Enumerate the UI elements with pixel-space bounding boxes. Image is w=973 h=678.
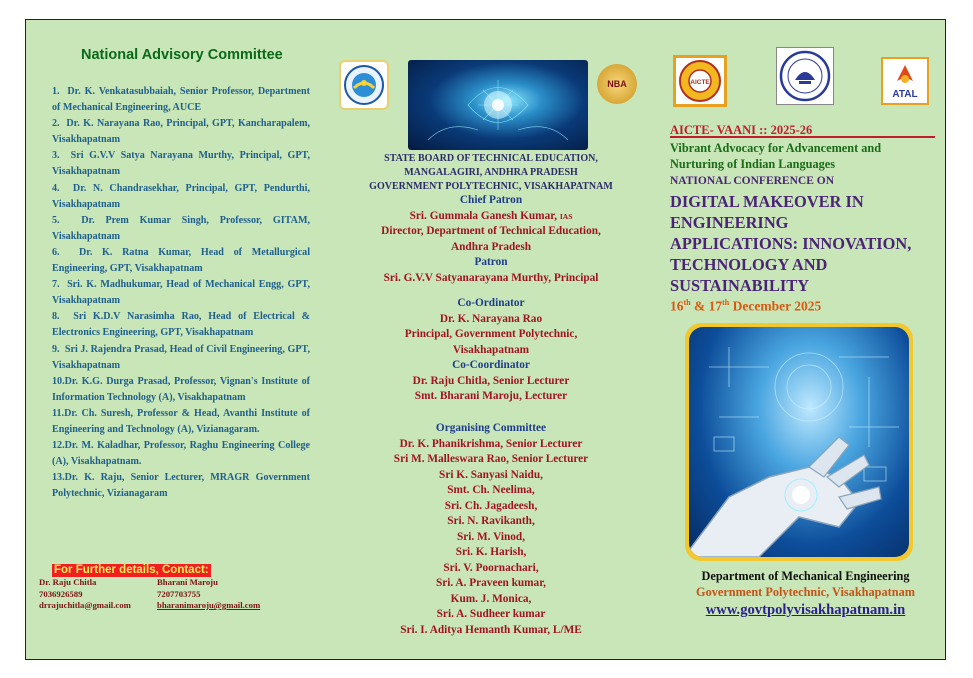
organising-member: Sri. M. Vinod, <box>456 530 526 543</box>
contact-phone: 7036926589 <box>39 588 83 599</box>
board-line: STATE BOARD OF TECHNICAL EDUCATION, <box>384 153 598 164</box>
patron-heading: Patron <box>474 256 508 268</box>
organising-member: Sri. V. Poornachari, <box>443 561 539 574</box>
advisory-member: 6. Dr. K. Ratna Kumar, Head of Metallurgical Engineering, GPT, Visakhapatnam <box>52 246 310 275</box>
advisory-member: 11.Dr. Ch. Suresh, Professor & Head, Avanthi Institute of Engineering and Technology (A), Vizianagaram. <box>52 407 310 435</box>
co-coordinator-name: Dr. Raju Chitla, Senior Lecturer <box>412 374 570 387</box>
coordinator-heading: Co-Ordinator <box>457 297 525 309</box>
advisory-member: 1. Dr. K. Venkatasubbaiah, Senior Professor, Department of Mechanical Engineering, AUCE <box>52 86 311 114</box>
coordinator-block <box>356 296 626 405</box>
board-line: GOVERNMENT POLYTECHNIC, VISAKHAPATNAM <box>369 181 613 192</box>
nba-logo: NBA <box>597 64 637 104</box>
advisory-member: 9. Sri J. Rajendra Prasad, Head of Civil Engineering, GPT, Visakhapatnam <box>52 343 310 371</box>
advisory-member: 4. Dr. N. Chandrasekhar, Principal, GPT, Pendurthi, Visakhapatnam <box>52 182 310 210</box>
organising-member: Dr. K. Phanikrishma, Senior Lecturer <box>399 437 583 450</box>
conference-date: 16th & 17th December 2025 <box>670 298 822 314</box>
contact-heading: For Further details, Contact: <box>54 564 209 576</box>
organising-member: Sri. A. Praveen kumar, <box>435 577 547 589</box>
ai-brain-image <box>408 60 588 150</box>
contact-email[interactable]: bharanimaroju@gmail.com <box>157 600 261 610</box>
organising-member: Sri. A. Sudheer kumar <box>436 608 546 620</box>
organising-member: Sri K. Sanyasi Naidu, <box>439 468 543 481</box>
advisory-member: 8. Sri K.D.V Narasimha Rao, Head of Electrical & Electronics Engineering, GPT, Visakhapatnam <box>52 311 310 339</box>
co-coordinator-name: Smt. Bharani Maroju, Lecturer <box>414 390 568 402</box>
contact-name: Dr. Raju Chitla <box>39 577 97 587</box>
coordinator-role: Visakhapatnam <box>452 343 530 356</box>
board-line: MANGALAGIRI, ANDHRA PRADESH <box>404 167 578 178</box>
organising-member: Sri. K. Harish, <box>455 546 527 558</box>
brochure-sheet <box>25 19 946 660</box>
contact-email[interactable]: drrajuchitla@gmail.com <box>39 600 131 610</box>
organising-member: Kum. J. Monica, <box>450 592 532 605</box>
advisory-member: 2. Dr. K. Narayana Rao, Principal, GPT, Kancharapalem, Visakhapatnam <box>52 118 310 146</box>
co-coordinator-heading: Co-Coordinator <box>452 359 530 371</box>
organising-member: Sri. I. Aditya Hemanth Kumar, L/ME <box>400 623 582 636</box>
advisory-member: 7. Sri. K. Madhukumar, Head of Mechanical Engg, GPT, Visakhapatnam <box>52 279 310 307</box>
organising-block <box>356 421 626 638</box>
chief-patron-heading: Chief Patron <box>459 194 523 206</box>
organising-member: Sri. Ch. Jagadeesh, <box>444 499 538 512</box>
atal-logo-text: ATAL <box>892 89 918 100</box>
advisory-member: 10.Dr. K.G. Durga Prasad, Professor, Vignan's Institute of Information Technology (A), Visakhapatnam <box>52 375 310 403</box>
atal-logo <box>881 57 929 105</box>
vaani-description: Vibrant Advocacy for Advancement and Nurturing of Indian Languages <box>670 141 882 171</box>
contact-phone: 7207703755 <box>157 588 201 599</box>
aicte-logo <box>673 55 727 107</box>
sbtet-seal-logo <box>776 47 834 105</box>
advisory-member: 12.Dr. M. Kaladhar, Professor, Raghu Engineering College (A), Visakhapatnam. <box>52 440 310 468</box>
chief-patron-name: Sri. Gummala Ganesh Kumar, IAS <box>409 209 573 222</box>
aicte-logo-text: AICTE <box>690 79 710 86</box>
board-block <box>356 152 626 194</box>
advisory-title: National Advisory Committee <box>81 47 283 63</box>
robot-hand-image-frame <box>685 323 913 561</box>
coordinator-role: Principal, Government Polytechnic, <box>404 328 578 340</box>
contact-person-2 <box>157 577 260 612</box>
advisory-list <box>52 84 310 502</box>
chief-patron-role: Director, Department of Technical Education, <box>381 225 601 237</box>
advisory-member: 13.Dr. K. Raju, Senior Lecturer, MRAGR Government Polytechnic, Vizianagaram <box>52 472 310 500</box>
vaani-title: AICTE- VAANI :: 2025-26 <box>670 124 935 138</box>
patrons-block <box>356 193 626 286</box>
robot-hand-image <box>689 327 909 557</box>
national-conference-label: NATIONAL CONFERENCE ON <box>670 175 834 187</box>
contact-person-1 <box>39 577 131 612</box>
website-link[interactable]: www.govtpolyvisakhapatnam.in <box>705 602 906 618</box>
sbtet-logo <box>339 60 389 110</box>
organising-member: Sri M. Malleswara Rao, Senior Lecturer <box>393 453 589 465</box>
organising-member: Smt. Ch. Neelima, <box>447 484 535 496</box>
contact-name: Bharani Maroju <box>157 577 218 587</box>
coordinator-name: Dr. K. Narayana Rao <box>439 312 543 325</box>
department-block <box>678 568 933 620</box>
department-name: Department of Mechanical Engineering <box>701 569 910 583</box>
organising-member: Sri. N. Ravikanth, <box>447 515 535 527</box>
organising-heading: Organising Committee <box>435 422 547 434</box>
college-name: Government Polytechnic, Visakhapatnam <box>696 585 915 599</box>
advisory-member: 5. Dr. Prem Kumar Singh, Professor, GITAM, Visakhapatnam <box>52 214 311 242</box>
advisory-member: 3. Sri G.V.V Satya Narayana Murthy, Principal, GPT, Visakhapatnam <box>52 150 310 178</box>
patron-name: Sri. G.V.V Satyanarayana Murthy, Principal <box>383 271 599 284</box>
chief-patron-role: Andhra Pradesh <box>450 240 532 253</box>
conference-title: DIGITAL MAKEOVER IN ENGINEERING APPLICATIONS: INNOVATION, TECHNOLOGY AND SUSTAINABILITY <box>670 192 912 295</box>
